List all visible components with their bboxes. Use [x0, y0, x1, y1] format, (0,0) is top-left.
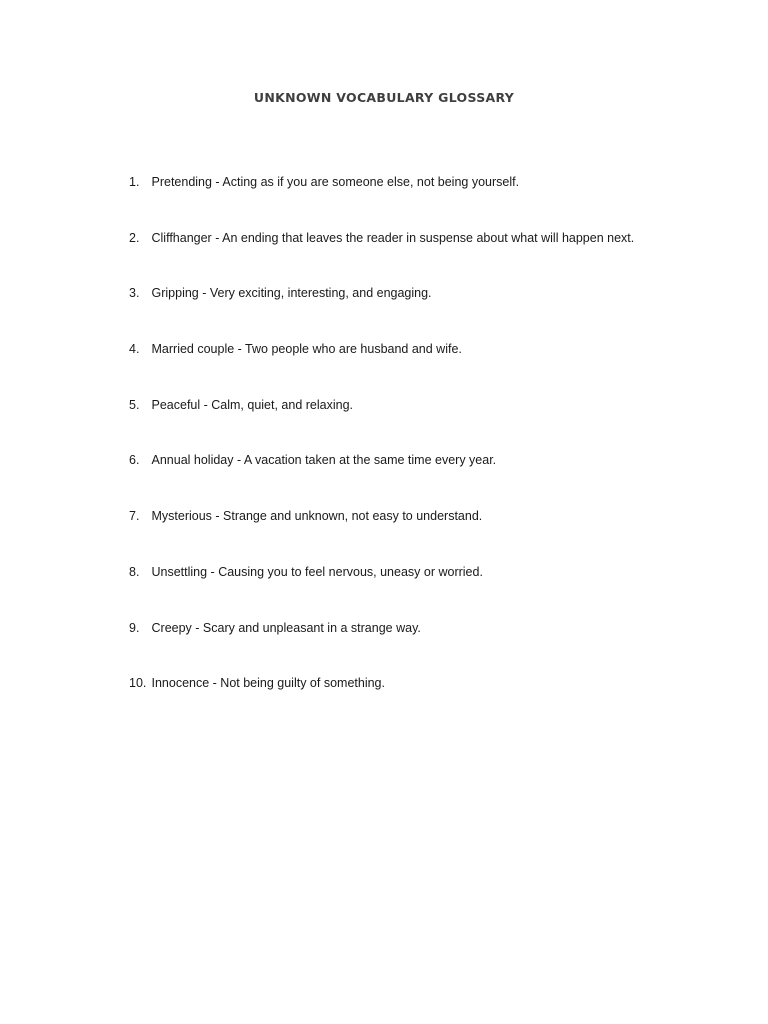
entry-number: 1.	[129, 175, 140, 189]
entry-text: Innocence - Not being guilty of something.	[151, 676, 385, 691]
entry-text: Peaceful - Calm, quiet, and relaxing.	[151, 397, 353, 412]
entry-number: 9.	[129, 620, 140, 635]
entry-number: 6.	[129, 453, 140, 468]
entry-number: 7.	[129, 509, 140, 524]
entry-number: 10.	[129, 676, 147, 691]
entry-text: Cliffhanger - An ending that leaves the reader in suspense about what will happen next.	[151, 230, 635, 245]
entry-number: 5.	[129, 397, 140, 412]
entry-text: Mysterious - Strange and unknown, not easy to understand.	[151, 509, 483, 524]
glossary-entry	[129, 451, 634, 507]
entry-text: Pretending - Acting as if you are someone else, not being yourself.	[151, 175, 520, 189]
glossary-entry	[129, 173, 634, 229]
entry-number: 2.	[129, 230, 140, 245]
glossary-entry	[129, 284, 634, 340]
entry-text: Unsettling - Causing you to feel nervous, uneasy or worried.	[151, 564, 483, 579]
entry-text: Creepy - Scary and unpleasant in a strange way.	[151, 620, 421, 635]
glossary-entry	[129, 563, 634, 619]
glossary-entry	[129, 396, 634, 452]
entry-text: Married couple - Two people who are husband and wife.	[151, 342, 462, 357]
glossary-list	[129, 173, 634, 730]
glossary-entry	[129, 619, 634, 675]
glossary-entry	[129, 229, 634, 285]
entry-number: 8.	[129, 564, 140, 579]
entry-text: Annual holiday - A vacation taken at the same time every year.	[151, 453, 497, 468]
glossary-entry	[129, 674, 634, 730]
glossary-entry	[129, 340, 634, 396]
glossary-entry	[129, 507, 634, 563]
entry-text: Gripping - Very exciting, interesting, and engaging.	[151, 286, 432, 301]
document-title: UNKNOWN VOCABULARY GLOSSARY	[253, 90, 515, 105]
entry-number: 4.	[129, 342, 140, 357]
entry-number: 3.	[129, 286, 140, 301]
